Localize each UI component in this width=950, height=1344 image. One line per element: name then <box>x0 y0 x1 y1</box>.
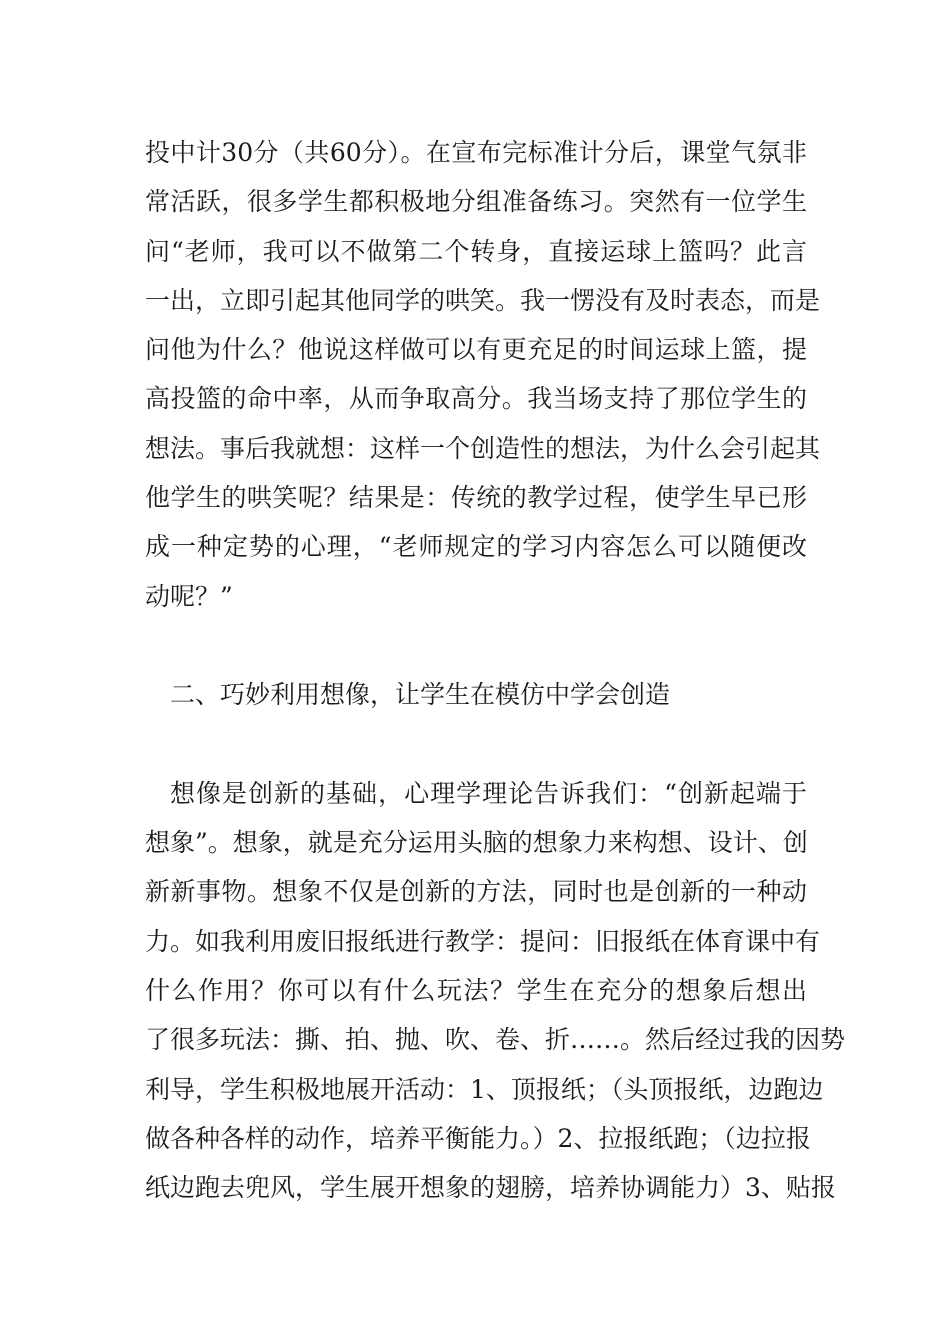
paragraph-spacer <box>145 621 807 670</box>
text-line: 了很多玩法：撕、拍、抛、吹、卷、折……。然后经过我的因势 <box>145 1025 846 1055</box>
text-line: 问他为什么？他说这样做可以有更充足的时间运球上篮，提 <box>145 335 807 365</box>
text-line: 新新事物。想象不仅是创新的方法，同时也是创新的一种动 <box>145 877 807 907</box>
text-line: 什么作用？你可以有什么玩法？学生在充分的想象后想出 <box>145 976 807 1006</box>
document-body <box>145 128 846 1213</box>
text-line: 纸边跑去兜风，学生展开想象的翅膀，培养协调能力）3、贴报 <box>145 1173 836 1203</box>
text-line: 做各种各样的动作，培养平衡能力。）2、拉报纸跑；（边拉报 <box>145 1123 811 1153</box>
paragraph-spacer <box>145 720 807 769</box>
text-line: 成一种定势的心理，“老师规定的学习内容怎么可以随便改 <box>145 532 807 562</box>
text-line: 一出，立即引起其他同学的哄笑。我一愣没有及时表态，而是 <box>145 285 821 315</box>
text-line: 利导，学生积极地展开活动：1、顶报纸；（头顶报纸，边跑边 <box>145 1074 824 1104</box>
text-line: 投中计30分（共60分）。在宣布完标准计分后，课堂气氛非 <box>145 138 807 167</box>
paragraph-1 <box>145 128 821 621</box>
text-line: 常活跃，很多学生都积极地分组准备练习。突然有一位学生 <box>145 187 807 217</box>
text-line: 他学生的哄笑呢？结果是：传统的教学过程，使学生早已形 <box>145 483 807 513</box>
text-line: 力。如我利用废旧报纸进行教学：提问：旧报纸在体育课中有 <box>145 926 821 956</box>
text-line: 想象”。想象，就是充分运用头脑的想象力来构想、设计、创 <box>145 828 808 858</box>
text-line: 问“老师，我可以不做第二个转身，直接运球上篮吗？此言 <box>145 236 807 266</box>
text-line: 想法。事后我就想：这样一个创造性的想法，为什么会引起其 <box>145 433 821 463</box>
text-line: 想像是创新的基础，心理学理论告诉我们：“创新起端于 <box>170 778 807 808</box>
text-line: 动呢？” <box>145 581 233 611</box>
paragraph-2 <box>145 769 846 1213</box>
section-heading: 二、巧妙利用想像，让学生在模仿中学会创造 <box>170 680 671 710</box>
text-line: 高投篮的命中率，从而争取高分。我当场支持了那位学生的 <box>145 384 807 414</box>
